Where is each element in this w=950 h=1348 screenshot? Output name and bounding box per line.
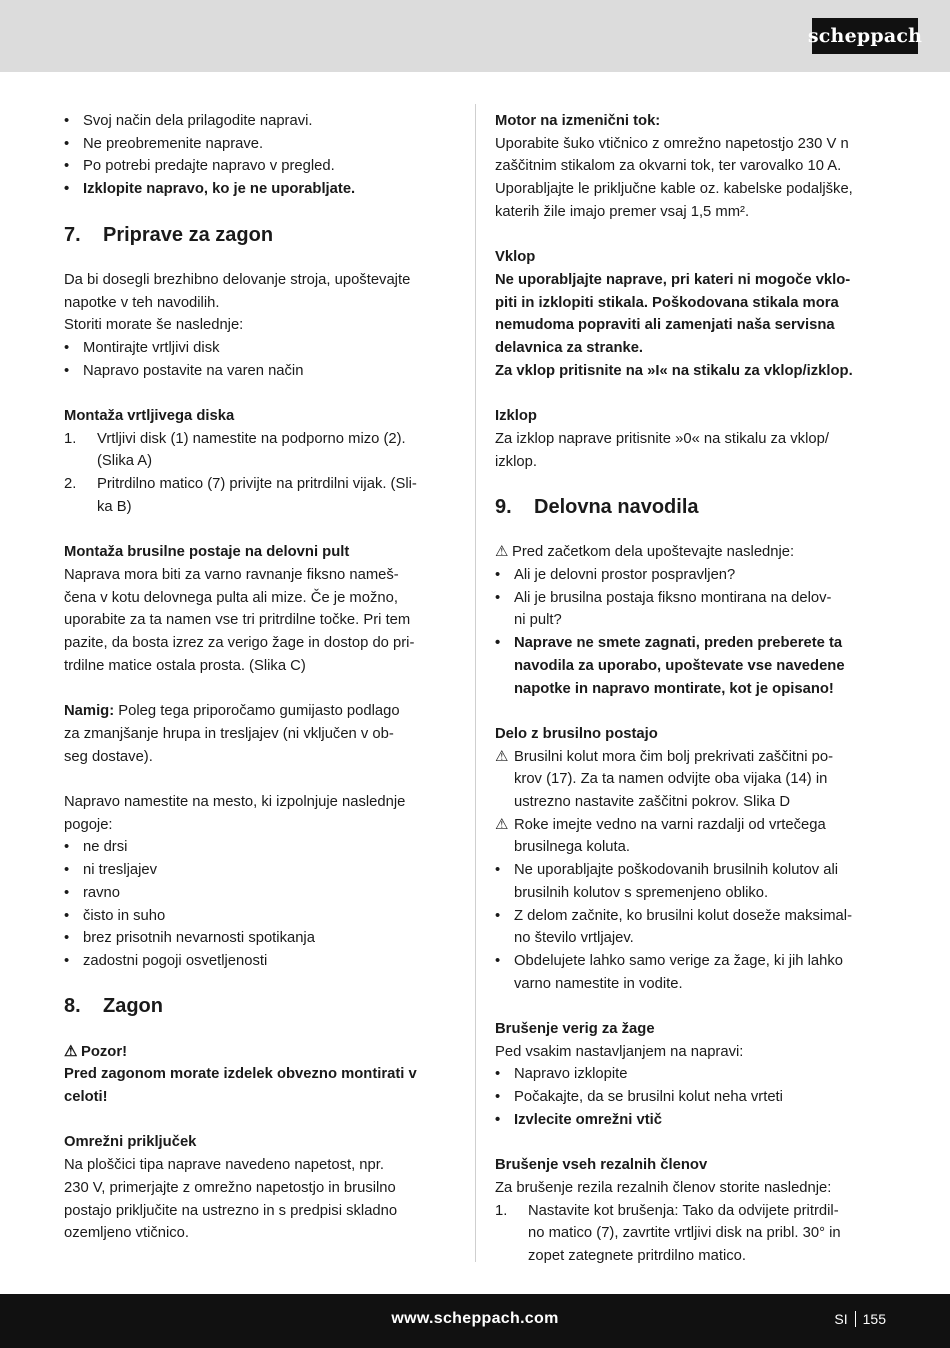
bullet-icon: •	[64, 952, 70, 969]
bullet-icon: •	[64, 339, 70, 356]
paragraph-line: Uporabite šuko vtičnico z omrežno napetostjo 230 V n	[495, 135, 849, 152]
scheppach-logo: scheppach	[812, 18, 918, 54]
page-number-value: 155	[862, 1311, 886, 1327]
list-item: • ravno	[64, 882, 457, 905]
list-item: • Montirajte vrtljivi disk	[64, 337, 457, 360]
bullet-icon: •	[495, 1066, 501, 1083]
paragraph-line: pogoje:	[64, 816, 113, 833]
list-item-continuation: varno namestite in vodite.	[514, 975, 683, 992]
subheading: Motor na izmenični tok:	[495, 113, 661, 129]
paragraph-line: trdilne matice ostala prosta. (Slika C)	[64, 657, 306, 674]
list-item: • ni tresljajev	[64, 859, 457, 882]
list-item-continuation: brusilnih kolutov s spremenjeno obliko.	[514, 884, 769, 901]
bullet-icon: •	[495, 862, 501, 879]
paragraph-line: Uporabljajte le priključne kable oz. kabelske podaljške,	[495, 181, 853, 198]
warning-item-continuation: brusilnega koluta.	[514, 839, 630, 856]
bullet-icon: •	[64, 884, 70, 901]
bullet-icon: •	[495, 566, 501, 583]
bullet-icon: •	[495, 952, 501, 969]
warning-triangle-icon: ⚠	[64, 1043, 78, 1060]
right-column	[495, 110, 887, 1268]
numbered-item: 1. Nastavite kot brušenja: Tako da odvijete pritrdil-	[495, 1202, 839, 1219]
paragraph-line: čena v kotu delovnega pulta ali mize. Če je možno,	[64, 589, 398, 606]
paragraph-line: Za brušenje rezila rezalnih členov storite naslednje:	[495, 1179, 832, 1196]
page-footer	[0, 1294, 950, 1348]
bullet-icon: •	[64, 181, 70, 198]
list-item: • Ali je brusilna postaja fiksno montirana na delov-	[495, 587, 887, 610]
paragraph-line: Ped vsakim nastavljanjem na napravi:	[495, 1043, 744, 1060]
section-9-heading: 9. Delovna navodila	[495, 495, 699, 518]
paragraph-line: 230 V, primerjajte z omrežno napetostjo in brusilno	[64, 1179, 396, 1196]
paragraph-line: uporabite za ta namen vse tri pritrdilne točke. Pri tem	[64, 612, 411, 629]
paragraph-line: Na ploščici tipa naprave navedeno napetost, npr.	[64, 1157, 384, 1174]
warning-item-continuation: ustrezno nastavite zaščitni pokrov. Slika D	[514, 794, 791, 810]
list-item: • Izklopite napravo, ko je ne uporabljate.	[64, 178, 457, 201]
warning-item: ⚠ Roke imejte vedno na varni razdalji od vrtečega	[495, 814, 887, 837]
paragraph-line: celoti!	[64, 1089, 108, 1106]
paragraph-line: Naprava mora biti za varno ravnanje fiksno nameš-	[64, 566, 399, 583]
list-item: • Naprave ne smete zagnati, preden preberete ta	[495, 632, 887, 655]
paragraph-line: piti in izklopiti stikala. Poškodovana stikala mora	[495, 294, 839, 311]
list-item: • Z delom začnite, ko brusilni kolut doseže maksimal-	[495, 905, 887, 928]
bullet-icon: •	[64, 135, 70, 152]
numbered-item-continuation: (Slika A)	[97, 453, 153, 470]
list-item: • Počakajte, da se brusilni kolut neha vrteti	[495, 1086, 887, 1109]
paragraph-line: izklop.	[495, 453, 537, 470]
subheading: Brušenje verig za žage	[495, 1021, 655, 1038]
section-8-heading: 8. Zagon	[64, 995, 163, 1018]
list-item: • ne drsi	[64, 836, 457, 859]
warning-triangle-icon: ⚠	[495, 748, 509, 765]
list-item: • Svoj način dela prilagodite napravi.	[64, 110, 457, 133]
separator	[855, 1311, 856, 1327]
list-item: • čisto in suho	[64, 905, 457, 928]
page-header	[0, 0, 950, 72]
paragraph-line: napotke v teh navodilih.	[64, 294, 220, 311]
subheading: Montaža brusilne postaje na delovni pult	[64, 544, 350, 561]
list-item: • Ali je delovni prostor pospravljen?	[495, 564, 887, 587]
bullet-icon: •	[64, 113, 70, 129]
left-column	[64, 110, 457, 1245]
bullet-icon: •	[495, 907, 501, 924]
list-item-continuation: navodila za uporabo, upoštevate vse navedene	[514, 657, 845, 674]
bullet-icon: •	[64, 907, 70, 924]
list-item-continuation: no število vrtljajev.	[514, 930, 634, 947]
paragraph-line: Pred zagonom morate izdelek obvezno montirati v	[64, 1066, 417, 1083]
numbered-item: 2. Pritrdilno matico (7) privijte na pritrdilni vijak. (Sli-	[64, 476, 417, 493]
paragraph-line: ⚠ Pred začetkom dela upoštevajte naslednje:	[495, 541, 887, 564]
paragraph-line: nemudoma popraviti ali zamenjati naša servisna	[495, 317, 835, 334]
paragraph-line: delavnica za stranke.	[495, 340, 644, 357]
paragraph-line: ozemljeno vtičnico.	[64, 1225, 190, 1242]
numbered-item: 1. Vrtljivi disk (1) namestite na podporno mizo (2).	[64, 430, 406, 447]
list-item: • brez prisotnih nevarnosti spotikanja	[64, 927, 457, 950]
paragraph-line: Storiti morate še naslednje:	[64, 317, 244, 334]
list-item: • zadostni pogoji osvetljenosti	[64, 950, 457, 973]
bullet-icon: •	[495, 589, 501, 606]
paragraph-line: Ne uporabljajte naprave, pri kateri ni mogoče vklo-	[495, 271, 851, 288]
list-item-continuation: ni pult?	[514, 612, 562, 629]
paragraph-line: pazite, da bosta izrez za verigo žage in dostop do pri-	[64, 635, 415, 652]
bullet-icon: •	[495, 635, 501, 652]
paragraph-line: katerih žile imajo premer vsaj 1,5 mm².	[495, 203, 750, 220]
warning-triangle-icon: ⚠	[495, 816, 509, 833]
subheading: Omrežni priključek	[64, 1134, 197, 1151]
warning-triangle-icon: ⚠	[495, 544, 509, 561]
list-item: • Napravo postavite na varen način	[64, 360, 457, 383]
subheading: Vklop	[495, 249, 536, 266]
bullet-icon: •	[495, 1089, 501, 1106]
warning-item: ⚠ Brusilni kolut mora čim bolj prekrivati zaščitni po-	[495, 746, 887, 769]
subheading: Montaža vrtljivega diska	[64, 408, 235, 425]
list-item: • Izvlecite omrežni vtič	[495, 1109, 887, 1132]
bullet-icon: •	[64, 839, 70, 856]
list-item: • Ne preobremenite naprave.	[64, 133, 457, 156]
numbered-item-continuation: no matico (7), zavrtite vrtljivi disk na pribl. 30° in	[528, 1225, 841, 1242]
list-item: • Obdelujete lahko samo verige za žage, ki jih lahko	[495, 950, 887, 973]
subheading: Delo z brusilno postajo	[495, 725, 658, 742]
warning-item-continuation: krov (17). Za ta namen odvijte oba vijaka (14) in	[514, 771, 828, 788]
subheading: Izklop	[495, 408, 537, 425]
language-code: SI	[834, 1311, 848, 1327]
bullet-icon: •	[64, 930, 70, 947]
paragraph-line: Za vklop pritisnite na »I« na stikalu za vklop/izklop.	[495, 362, 853, 379]
page-number	[834, 1311, 886, 1327]
bullet-icon: •	[495, 1111, 501, 1128]
warning-heading: ⚠ Pozor!	[64, 1041, 457, 1064]
paragraph-line: za zmanjšanje hrupa in tresljajev (ni vključen v ob-	[64, 725, 394, 742]
bullet-icon: •	[64, 362, 70, 379]
list-item: • Ne uporabljajte poškodovanih brusilnih kolutov ali	[495, 859, 887, 882]
list-item: • Po potrebi predajte napravo v pregled.	[64, 155, 457, 178]
section-7-heading: 7. Priprave za zagon	[64, 223, 274, 246]
bullet-icon: •	[64, 862, 70, 879]
website-link[interactable]: www.scheppach.com	[391, 1310, 559, 1327]
paragraph-line: postajo priključite na ustrezno in s predpisi skladno	[64, 1202, 398, 1219]
bullet-icon: •	[64, 158, 70, 175]
paragraph-line: Namig: Poleg tega priporočamo gumijasto podlago	[64, 703, 400, 720]
numbered-item-continuation: ka B)	[97, 498, 132, 515]
paragraph-line: seg dostave).	[64, 748, 153, 765]
subheading: Brušenje vseh rezalnih členov	[495, 1157, 708, 1174]
paragraph-line: Da bi dosegli brezhibno delovanje stroja, upoštevajte	[64, 271, 411, 288]
list-item: • Napravo izklopite	[495, 1063, 887, 1086]
paragraph-line: zaščitnim stikalom za okvarni tok, ter varovalko 10 A.	[495, 158, 842, 175]
column-divider	[475, 104, 476, 1262]
paragraph-line: Napravo namestite na mesto, ki izpolnjuje naslednje	[64, 793, 406, 810]
numbered-item-continuation: zopet zategnete pritrdilno matico.	[528, 1248, 746, 1265]
list-item-continuation: napotke in napravo montirate, kot je opisano!	[514, 680, 834, 697]
paragraph-line: Za izklop naprave pritisnite »0« na stikalu za vklop/	[495, 430, 829, 447]
